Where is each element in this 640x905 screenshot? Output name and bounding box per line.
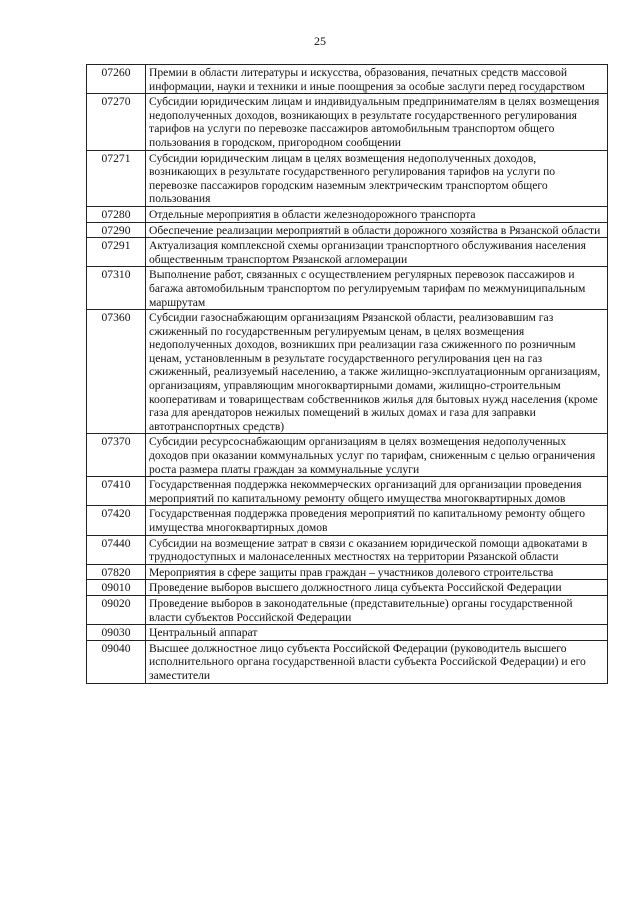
table-row — [87, 238, 608, 267]
row-code: 07291 — [87, 238, 146, 267]
row-description: Проведение выборов в законодательные (представительные) органы государственной власти субъектов Российской Федерации — [146, 595, 608, 624]
row-description: Субсидии юридическим лицам и индивидуальным предпринимателям в целях возмещения недополученных доходов, возникающих в результате государственного регулирования тарифов на услуги по перевозке пассажиров автомобильным транспортом общего пользования в городском, пригородном сообщении — [146, 94, 608, 150]
row-code: 07260 — [87, 65, 146, 94]
table-row — [87, 222, 608, 238]
table-body — [87, 65, 608, 684]
row-code: 07410 — [87, 477, 146, 506]
row-description: Субсидии ресурсоснабжающим организациям в целях возмещения недополученных доходов при оказании коммунальных услуг по тарифам, сниженным с целью ограничения роста размера платы граждан за коммунальные услуги — [146, 434, 608, 477]
budget-codes-table — [86, 64, 608, 684]
row-description: Отдельные мероприятия в области железнодорожного транспорта — [146, 206, 608, 222]
row-code: 07440 — [87, 535, 146, 564]
row-description: Мероприятия в сфере защиты прав граждан – участников долевого строительства — [146, 564, 608, 580]
table-row — [87, 580, 608, 596]
row-code: 07420 — [87, 506, 146, 535]
row-description: Государственная поддержка проведения мероприятий по капитальному ремонту общего имущества многоквартирных домов — [146, 506, 608, 535]
table-row — [87, 640, 608, 683]
row-code: 07370 — [87, 434, 146, 477]
row-description: Высшее должностное лицо субъекта Российской Федерации (руководитель высшего исполнительного органа государственной власти субъекта Российской Федерации) и его заместители — [146, 640, 608, 683]
row-code: 07310 — [87, 267, 146, 310]
row-description: Обеспечение реализации мероприятий в области дорожного хозяйства в Рязанской области — [146, 222, 608, 238]
table-row — [87, 206, 608, 222]
row-description: Проведение выборов высшего должностного лица субъекта Российской Федерации — [146, 580, 608, 596]
row-description: Государственная поддержка некоммерческих организаций для организации проведения мероприятий по капитальному ремонту общего имущества многоквартирных домов — [146, 477, 608, 506]
table-row — [87, 477, 608, 506]
page-number: 25 — [314, 34, 326, 48]
table-row — [87, 625, 608, 641]
row-code: 09020 — [87, 595, 146, 624]
table-row — [87, 150, 608, 206]
row-description: Премии в области литературы и искусства, образования, печатных средств массовой информации, науки и техники и иные поощрения за особые заслуги перед государством — [146, 65, 608, 94]
row-description: Актуализация комплексной схемы организации транспортного обслуживания населения общественным транспортом Рязанской агломерации — [146, 238, 608, 267]
row-code: 09040 — [87, 640, 146, 683]
table-row — [87, 535, 608, 564]
table-row — [87, 506, 608, 535]
row-code: 07271 — [87, 150, 146, 206]
row-code: 09010 — [87, 580, 146, 596]
row-code: 07280 — [87, 206, 146, 222]
row-description: Центральный аппарат — [146, 625, 608, 641]
row-code: 09030 — [87, 625, 146, 641]
row-code: 07820 — [87, 564, 146, 580]
table-row — [87, 267, 608, 310]
table-row — [87, 94, 608, 150]
row-description: Субсидии на возмещение затрат в связи с оказанием юридической помощи адвокатами в труднодоступных и малонаселенных местностях на территории Рязанской области — [146, 535, 608, 564]
row-code: 07270 — [87, 94, 146, 150]
row-description: Выполнение работ, связанных с осуществлением регулярных перевозок пассажиров и багажа автомобильным транспортом по регулируемым тарифам по межмуниципальным маршрутам — [146, 267, 608, 310]
table-row — [87, 434, 608, 477]
row-description: Субсидии юридическим лицам в целях возмещения недополученных доходов, возникающих в результате государственного регулирования тарифов на услуги по перевозке пассажиров городским наземным электрическим транспортом общего пользования — [146, 150, 608, 206]
table-row — [87, 595, 608, 624]
row-code: 07290 — [87, 222, 146, 238]
row-code: 07360 — [87, 310, 146, 434]
table-row — [87, 65, 608, 94]
table-row — [87, 564, 608, 580]
row-description: Субсидии газоснабжающим организациям Рязанской области, реализовавшим газ сжиженный по государственным регулируемым ценам, в целях возмещения недополученных доходов, возникших при реализации газа сжиженного по розничным ценам, установленным в результате государственного регулирования цен на газ сжиженный, реализуемый населению, а также жилищно-эксплуатационным организациям, организациям, управляющим многоквартирными домами, жилищно-строительным кооперативам и товариществам собственников жилья для бытовых нужд населения (кроме газа для арендаторов нежилых помещений в жилых домах и газа для заправки автотранспортных средств) — [146, 310, 608, 434]
table-row — [87, 310, 608, 434]
